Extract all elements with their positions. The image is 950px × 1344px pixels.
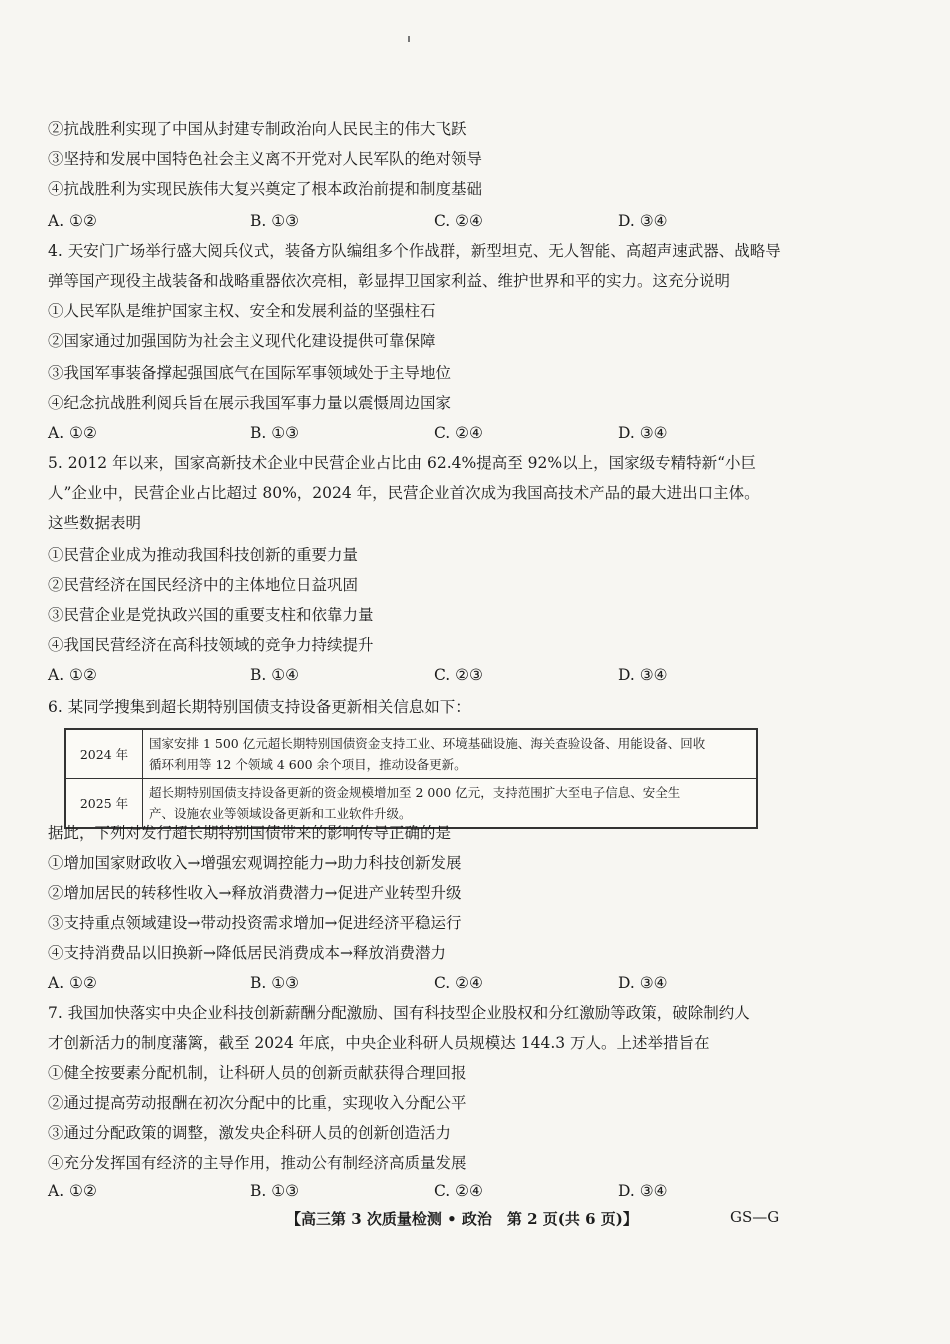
q6-option-b: B. ①③ (250, 974, 300, 992)
q6-option-d: D. ③④ (618, 974, 668, 992)
q5-stem-line-2: 人”企业中，民营企业占比超过 80%，2024 年，民营企业首次成为我国高技术产品的最大进出口主体。 (48, 484, 760, 502)
q5-item-1: ①民营企业成为推动我国科技创新的重要力量 (48, 546, 359, 564)
q4-options (48, 422, 768, 444)
q5-option-c: C. ②③ (434, 666, 483, 684)
q5-option-a: A. ①② (48, 666, 97, 684)
q3-option-b: B. ①③ (250, 212, 300, 230)
q4-item-3: ③我国军事装备撑起强国底气在国际军事领域处于主导地位 (48, 364, 452, 382)
q7-item-4: ④充分发挥国有经济的主导作用，推动公有制经济高质量发展 (48, 1154, 467, 1172)
table-content-cell (143, 729, 758, 779)
q6-options (48, 972, 768, 994)
page-footer-title: 【高三第 3 次质量检测 • 政治 第 2 页(共 6 页)】 (286, 1210, 638, 1228)
q3-option-d: D. ③④ (618, 212, 668, 230)
q4-option-b: B. ①③ (250, 424, 300, 442)
table-cell-line: 产、设施农业等领域设备更新和工业软件升级。 (149, 806, 412, 821)
q6-option-c: C. ②④ (434, 974, 483, 992)
q5-option-d: D. ③④ (618, 666, 668, 684)
q3-option-a: A. ①② (48, 212, 97, 230)
q3-options (48, 210, 768, 232)
q6-item-1: ①增加国家财政收入→增强宏观调控能力→助力科技创新发展 (48, 854, 462, 872)
q4-stem-line-2: 弹等国产现役主战装备和战略重器依次亮相，彰显捍卫国家利益、维护世界和平的实力。这充分说明 (48, 272, 731, 290)
q7-option-d: D. ③④ (618, 1182, 668, 1200)
q6-item-4: ④支持消费品以旧换新→降低居民消费成本→释放消费潜力 (48, 944, 446, 962)
q6-item-2: ②增加居民的转移性收入→释放消费潜力→促进产业转型升级 (48, 884, 462, 902)
q6-option-a: A. ①② (48, 974, 97, 992)
table-content-cell (143, 779, 758, 829)
q3-option-c: C. ②④ (434, 212, 483, 230)
q7-item-2: ②通过提高劳动报酬在初次分配中的比重，实现收入分配公平 (48, 1094, 467, 1112)
q7-item-1: ①健全按要素分配机制，让科研人员的创新贡献获得合理回报 (48, 1064, 467, 1082)
q4-item-2: ②国家通过加强国防为社会主义现代化建设提供可靠保障 (48, 332, 436, 350)
table-year-cell: 2025 年 (65, 779, 143, 829)
table-cell-line: 国家安排 1 500 亿元超长期特别国债资金支持工业、环境基础设施、海关查验设备、用能设备、回收 (149, 736, 706, 751)
paper-code: GS—G (730, 1208, 780, 1226)
q4-option-d: D. ③④ (618, 424, 668, 442)
q4-option-c: C. ②④ (434, 424, 483, 442)
q5-stem-line-1: 5. 2012 年以来，国家高新技术企业中民营企业占比由 62.4%提高至 92%以上，国家级专精特新“小巨 (48, 454, 757, 472)
q4-stem-line-1: 4. 天安门广场举行盛大阅兵仪式，装备方队编组多个作战群，新型坦克、无人智能、高超声速武器、战略导 (48, 242, 781, 260)
q5-item-4: ④我国民营经济在高科技领域的竞争力持续提升 (48, 636, 374, 654)
q7-item-3: ③通过分配政策的调整，激发央企科研人员的创新创造活力 (48, 1124, 452, 1142)
q5-options (48, 664, 768, 686)
q5-option-b: B. ①④ (250, 666, 300, 684)
q4-item-1: ①人民军队是维护国家主权、安全和发展利益的坚强柱石 (48, 302, 436, 320)
q5-item-2: ②民营经济在国民经济中的主体地位日益巩固 (48, 576, 359, 594)
q4-item-4: ④纪念抗战胜利阅兵旨在展示我国军事力量以震慑周边国家 (48, 394, 452, 412)
q7-option-a: A. ①② (48, 1182, 97, 1200)
q7-stem-line-2: 才创新活力的制度藩篱，截至 2024 年底，中央企业科研人员规模达 144.3 万人。上述举措旨在 (48, 1034, 710, 1052)
q6-info-table (64, 728, 758, 829)
q7-options (48, 1180, 768, 1202)
q4-option-a: A. ①② (48, 424, 97, 442)
q7-option-b: B. ①③ (250, 1182, 300, 1200)
q7-option-c: C. ②④ (434, 1182, 483, 1200)
table-cell-line: 循环利用等 12 个领域 4 600 余个项目，推动设备更新。 (149, 757, 467, 772)
q6-item-3: ③支持重点领域建设→带动投资需求增加→促进经济平稳运行 (48, 914, 462, 932)
scan-mark (408, 36, 410, 42)
table-year-cell: 2024 年 (65, 729, 143, 779)
q5-stem-line-3: 这些数据表明 (48, 514, 142, 532)
q6-stem: 6. 某同学搜集到超长期特别国债支持设备更新相关信息如下： (48, 698, 471, 716)
table-row (65, 729, 757, 779)
q5-item-3: ③民营企业是党执政兴国的重要支柱和依靠力量 (48, 606, 374, 624)
q3-item-3: ③坚持和发展中国特色社会主义离不开党对人民军队的绝对领导 (48, 150, 483, 168)
q7-stem-line-1: 7. 我国加快落实中央企业科技创新薪酬分配激励、国有科技型企业股权和分红激励等政策，破除制约人 (48, 1004, 750, 1022)
table-cell-line: 超长期特别国债支持设备更新的资金规模增加至 2 000 亿元，支持范围扩大至电子信息、安全生 (149, 785, 681, 800)
q6-question: 据此，下列对发行超长期特别国债带来的影响传导正确的是 (48, 824, 452, 842)
q3-item-4: ④抗战胜利为实现民族伟大复兴奠定了根本政治前提和制度基础 (48, 180, 483, 198)
table-row (65, 779, 757, 829)
q3-item-2: ②抗战胜利实现了中国从封建专制政治向人民民主的伟大飞跃 (48, 120, 467, 138)
